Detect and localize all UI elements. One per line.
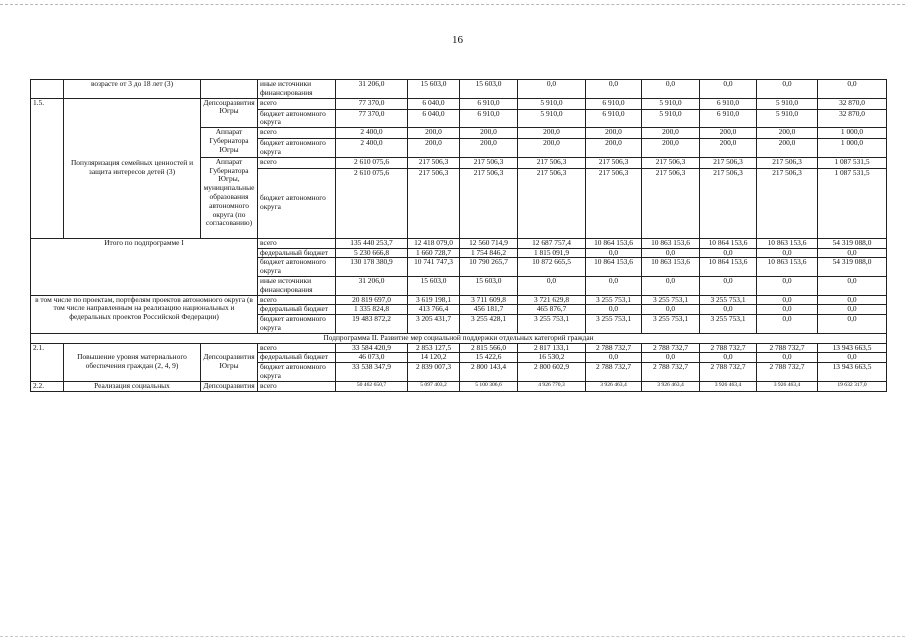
source-cell: бюджет автономного округа bbox=[258, 258, 336, 277]
table-row bbox=[31, 381, 887, 391]
value-cell: 15 603,0 bbox=[460, 80, 518, 99]
value-cell: 12 560 714,9 bbox=[460, 238, 518, 248]
value-cell: 0,0 bbox=[700, 248, 757, 258]
value-cell: 0,0 bbox=[700, 276, 757, 295]
value-cell: 13 943 663,5 bbox=[818, 363, 887, 382]
value-cell: 200,0 bbox=[757, 139, 818, 158]
value-cell: 217 506,3 bbox=[700, 157, 757, 168]
source-cell: федеральный бюджет bbox=[258, 353, 336, 363]
source-cell: бюджет автономного округа bbox=[258, 315, 336, 334]
value-cell: 16 530,2 bbox=[518, 353, 586, 363]
value-cell: 2 788 732,7 bbox=[586, 363, 642, 382]
scan-bottom-edge bbox=[0, 636, 905, 637]
value-cell: 3 255 428,1 bbox=[460, 315, 518, 334]
value-cell: 2 788 732,7 bbox=[757, 343, 818, 353]
value-cell: 6 910,0 bbox=[586, 98, 642, 109]
program-label-cell: Реализация социальных bbox=[64, 381, 201, 391]
value-cell: 0,0 bbox=[757, 276, 818, 295]
value-cell: 413 766,4 bbox=[408, 305, 460, 315]
value-cell: 200,0 bbox=[700, 139, 757, 158]
value-cell: 2 610 075,6 bbox=[336, 168, 408, 238]
value-cell: 3 619 198,1 bbox=[408, 295, 460, 305]
source-cell: всего bbox=[258, 98, 336, 109]
num-cell: 2.1. bbox=[31, 343, 64, 381]
value-cell: 0,0 bbox=[700, 353, 757, 363]
value-cell: 217 506,3 bbox=[700, 168, 757, 238]
value-cell: 10 864 153,6 bbox=[586, 258, 642, 277]
value-cell: 5 910,0 bbox=[518, 98, 586, 109]
value-cell: 3 255 753,1 bbox=[518, 315, 586, 334]
value-cell: 3 721 629,8 bbox=[518, 295, 586, 305]
value-cell: 6 910,0 bbox=[700, 98, 757, 109]
value-cell: 0,0 bbox=[818, 315, 887, 334]
subprogram-heading: Подпрограмма II. Развитие мер социальной поддержки отдельных категорий граждан bbox=[31, 333, 887, 343]
value-cell: 10 863 153,6 bbox=[642, 238, 700, 248]
value-cell: 200,0 bbox=[642, 128, 700, 139]
value-cell: 15 603,0 bbox=[408, 276, 460, 295]
value-cell: 1 335 824,8 bbox=[336, 305, 408, 315]
value-cell: 217 506,3 bbox=[408, 168, 460, 238]
value-cell: 0,0 bbox=[642, 276, 700, 295]
source-cell: всего bbox=[258, 128, 336, 139]
value-cell: 2 817 133,1 bbox=[518, 343, 586, 353]
value-cell: 32 870,0 bbox=[818, 98, 887, 109]
value-cell: 10 741 747,3 bbox=[408, 258, 460, 277]
value-cell: 15 603,0 bbox=[408, 80, 460, 99]
value-cell: 3 255 753,1 bbox=[642, 315, 700, 334]
value-cell: 3 255 753,1 bbox=[586, 315, 642, 334]
value-cell: 2 788 732,7 bbox=[586, 343, 642, 353]
source-cell: федеральный бюджет bbox=[258, 248, 336, 258]
value-cell: 10 872 665,5 bbox=[518, 258, 586, 277]
value-cell: 0,0 bbox=[700, 305, 757, 315]
value-cell: 5 910,0 bbox=[518, 109, 586, 128]
value-cell: 3 255 753,1 bbox=[642, 295, 700, 305]
value-cell: 130 178 380,9 bbox=[336, 258, 408, 277]
source-cell: бюджет автономного округа bbox=[258, 363, 336, 382]
source-cell: иные источники финансирования bbox=[258, 80, 336, 99]
projects-label-cell: в том числе по проектам, портфелям проектов автономного округа (в том числе направленным на реализацию национальных и федеральных проектов Российской Федерации) bbox=[31, 295, 258, 333]
value-cell: 1 000,0 bbox=[818, 139, 887, 158]
value-cell: 0,0 bbox=[518, 276, 586, 295]
value-cell: 217 506,3 bbox=[518, 168, 586, 238]
value-cell: 2 788 732,7 bbox=[700, 363, 757, 382]
value-cell: 0,0 bbox=[757, 315, 818, 334]
value-cell: 0,0 bbox=[757, 295, 818, 305]
value-cell: 54 319 088,0 bbox=[818, 238, 887, 248]
value-cell: 50 462 650,7 bbox=[336, 381, 408, 391]
value-cell: 6 910,0 bbox=[460, 98, 518, 109]
value-cell: 465 876,7 bbox=[518, 305, 586, 315]
value-cell: 19 632 317,0 bbox=[818, 381, 887, 391]
source-cell: бюджет автономного округа bbox=[258, 168, 336, 238]
value-cell: 5 100 306,6 bbox=[460, 381, 518, 391]
value-cell: 456 181,7 bbox=[460, 305, 518, 315]
value-cell: 0,0 bbox=[818, 305, 887, 315]
value-cell: 2 400,0 bbox=[336, 139, 408, 158]
program-label-cell: Повышение уровня материального обеспечения граждан (2, 4, 9) bbox=[64, 343, 201, 381]
value-cell: 200,0 bbox=[518, 139, 586, 158]
value-cell: 200,0 bbox=[586, 128, 642, 139]
value-cell: 12 687 757,4 bbox=[518, 238, 586, 248]
value-cell: 0,0 bbox=[586, 305, 642, 315]
table-row bbox=[31, 333, 887, 343]
value-cell: 3 255 753,1 bbox=[586, 295, 642, 305]
page-number: 16 bbox=[452, 34, 463, 46]
program-label-cell: возрасте от 3 до 18 лет (3) bbox=[64, 80, 201, 99]
value-cell: 5 910,0 bbox=[757, 98, 818, 109]
table-row bbox=[31, 295, 887, 305]
value-cell: 15 603,0 bbox=[460, 276, 518, 295]
program-label-cell: Популяризация семейных ценностей и защита интересов детей (3) bbox=[64, 98, 201, 238]
value-cell: 200,0 bbox=[642, 139, 700, 158]
value-cell: 19 483 872,2 bbox=[336, 315, 408, 334]
value-cell: 3 926 463,4 bbox=[586, 381, 642, 391]
value-cell: 217 506,3 bbox=[408, 157, 460, 168]
budget-table bbox=[30, 79, 887, 392]
value-cell: 3 926 463,4 bbox=[642, 381, 700, 391]
value-cell: 12 418 079,0 bbox=[408, 238, 460, 248]
value-cell: 77 370,0 bbox=[336, 109, 408, 128]
value-cell: 217 506,3 bbox=[642, 157, 700, 168]
value-cell: 2 788 732,7 bbox=[642, 363, 700, 382]
value-cell: 217 506,3 bbox=[757, 157, 818, 168]
table-row bbox=[31, 98, 887, 109]
value-cell: 0,0 bbox=[642, 80, 700, 99]
source-cell: всего bbox=[258, 295, 336, 305]
value-cell: 5 097 403,2 bbox=[408, 381, 460, 391]
value-cell: 5 910,0 bbox=[642, 98, 700, 109]
value-cell: 2 853 127,5 bbox=[408, 343, 460, 353]
value-cell: 0,0 bbox=[818, 276, 887, 295]
value-cell: 10 864 153,6 bbox=[700, 238, 757, 248]
value-cell: 1 087 531,5 bbox=[818, 168, 887, 238]
value-cell: 46 073,0 bbox=[336, 353, 408, 363]
executor-cell: Аппарат Губернатора Югры bbox=[201, 128, 258, 158]
value-cell: 1 754 846,2 bbox=[460, 248, 518, 258]
value-cell: 0,0 bbox=[518, 80, 586, 99]
value-cell: 217 506,3 bbox=[586, 157, 642, 168]
executor-cell: Аппарат Губернатора Югры, муниципальные образования автономного округа (по согласованию) bbox=[201, 157, 258, 238]
value-cell: 2 800 602,9 bbox=[518, 363, 586, 382]
value-cell: 0,0 bbox=[642, 353, 700, 363]
value-cell: 15 422,6 bbox=[460, 353, 518, 363]
value-cell: 200,0 bbox=[460, 128, 518, 139]
value-cell: 6 040,0 bbox=[408, 98, 460, 109]
value-cell: 0,0 bbox=[818, 248, 887, 258]
value-cell: 217 506,3 bbox=[586, 168, 642, 238]
value-cell: 2 788 732,7 bbox=[642, 343, 700, 353]
value-cell: 0,0 bbox=[586, 80, 642, 99]
table-row bbox=[31, 343, 887, 353]
value-cell: 0,0 bbox=[700, 80, 757, 99]
value-cell: 0,0 bbox=[757, 248, 818, 258]
table-row bbox=[31, 80, 887, 99]
value-cell: 217 506,3 bbox=[460, 168, 518, 238]
value-cell: 5 910,0 bbox=[757, 109, 818, 128]
value-cell: 200,0 bbox=[408, 128, 460, 139]
source-cell: всего bbox=[258, 157, 336, 168]
value-cell: 1 660 728,7 bbox=[408, 248, 460, 258]
value-cell: 217 506,3 bbox=[642, 168, 700, 238]
value-cell: 0,0 bbox=[818, 295, 887, 305]
value-cell: 200,0 bbox=[460, 139, 518, 158]
value-cell: 1 087 531,5 bbox=[818, 157, 887, 168]
value-cell: 20 819 697,0 bbox=[336, 295, 408, 305]
value-cell: 33 584 420,9 bbox=[336, 343, 408, 353]
value-cell: 10 863 153,6 bbox=[757, 258, 818, 277]
value-cell: 2 788 732,7 bbox=[757, 363, 818, 382]
scan-top-edge bbox=[0, 4, 905, 5]
value-cell: 3 711 609,8 bbox=[460, 295, 518, 305]
value-cell: 2 815 566,0 bbox=[460, 343, 518, 353]
value-cell: 3 205 431,7 bbox=[408, 315, 460, 334]
source-cell: федеральный бюджет bbox=[258, 305, 336, 315]
value-cell: 31 206,0 bbox=[336, 276, 408, 295]
table-row bbox=[31, 238, 887, 248]
value-cell: 6 040,0 bbox=[408, 109, 460, 128]
value-cell: 200,0 bbox=[700, 128, 757, 139]
source-cell: иные источники финансирования bbox=[258, 276, 336, 295]
value-cell: 3 255 753,1 bbox=[700, 295, 757, 305]
value-cell: 0,0 bbox=[642, 248, 700, 258]
value-cell: 6 910,0 bbox=[460, 109, 518, 128]
value-cell: 0,0 bbox=[757, 80, 818, 99]
value-cell: 13 943 663,5 bbox=[818, 343, 887, 353]
value-cell: 31 206,0 bbox=[336, 80, 408, 99]
value-cell: 77 370,0 bbox=[336, 98, 408, 109]
value-cell: 3 926 463,4 bbox=[700, 381, 757, 391]
value-cell: 4 926 770,3 bbox=[518, 381, 586, 391]
value-cell: 33 538 347,9 bbox=[336, 363, 408, 382]
value-cell: 10 863 153,6 bbox=[757, 238, 818, 248]
num-cell: 1.5. bbox=[31, 98, 64, 238]
value-cell: 2 839 007,3 bbox=[408, 363, 460, 382]
value-cell: 6 910,0 bbox=[586, 109, 642, 128]
executor-cell: Депсоцразвития bbox=[201, 381, 258, 391]
source-cell: всего bbox=[258, 343, 336, 353]
value-cell: 14 120,2 bbox=[408, 353, 460, 363]
value-cell: 2 788 732,7 bbox=[700, 343, 757, 353]
value-cell: 54 319 088,0 bbox=[818, 258, 887, 277]
value-cell: 200,0 bbox=[518, 128, 586, 139]
value-cell: 200,0 bbox=[586, 139, 642, 158]
value-cell: 217 506,3 bbox=[518, 157, 586, 168]
value-cell: 10 864 153,6 bbox=[586, 238, 642, 248]
value-cell: 10 790 265,7 bbox=[460, 258, 518, 277]
value-cell: 0,0 bbox=[586, 353, 642, 363]
value-cell: 0,0 bbox=[818, 80, 887, 99]
source-cell: бюджет автономного округа bbox=[258, 139, 336, 158]
executor-cell: Депсоцразвития Югры bbox=[201, 98, 258, 128]
source-cell: всего bbox=[258, 238, 336, 248]
value-cell: 0,0 bbox=[642, 305, 700, 315]
num-cell: 2.2. bbox=[31, 381, 64, 391]
value-cell: 135 440 253,7 bbox=[336, 238, 408, 248]
executor-cell bbox=[201, 80, 258, 99]
value-cell: 217 506,3 bbox=[460, 157, 518, 168]
value-cell: 0,0 bbox=[586, 248, 642, 258]
value-cell: 0,0 bbox=[586, 276, 642, 295]
value-cell: 6 910,0 bbox=[700, 109, 757, 128]
value-cell: 3 255 753,1 bbox=[700, 315, 757, 334]
value-cell: 0,0 bbox=[757, 305, 818, 315]
executor-cell: Депсоцразвития Югры bbox=[201, 343, 258, 381]
value-cell: 2 800 143,4 bbox=[460, 363, 518, 382]
value-cell: 0,0 bbox=[818, 353, 887, 363]
value-cell: 200,0 bbox=[757, 128, 818, 139]
value-cell: 5 910,0 bbox=[642, 109, 700, 128]
value-cell: 10 864 153,6 bbox=[700, 258, 757, 277]
num-cell bbox=[31, 80, 64, 99]
value-cell: 5 230 666,8 bbox=[336, 248, 408, 258]
subtotal-label-cell: Итого по подпрограмме I bbox=[31, 238, 258, 295]
source-cell: бюджет автономного округа bbox=[258, 109, 336, 128]
value-cell: 10 863 153,6 bbox=[642, 258, 700, 277]
value-cell: 3 926 463,4 bbox=[757, 381, 818, 391]
value-cell: 32 870,0 bbox=[818, 109, 887, 128]
value-cell: 200,0 bbox=[408, 139, 460, 158]
value-cell: 0,0 bbox=[757, 353, 818, 363]
value-cell: 2 610 075,6 bbox=[336, 157, 408, 168]
source-cell: всего bbox=[258, 381, 336, 391]
value-cell: 1 000,0 bbox=[818, 128, 887, 139]
value-cell: 1 815 091,9 bbox=[518, 248, 586, 258]
value-cell: 217 506,3 bbox=[757, 168, 818, 238]
value-cell: 2 400,0 bbox=[336, 128, 408, 139]
